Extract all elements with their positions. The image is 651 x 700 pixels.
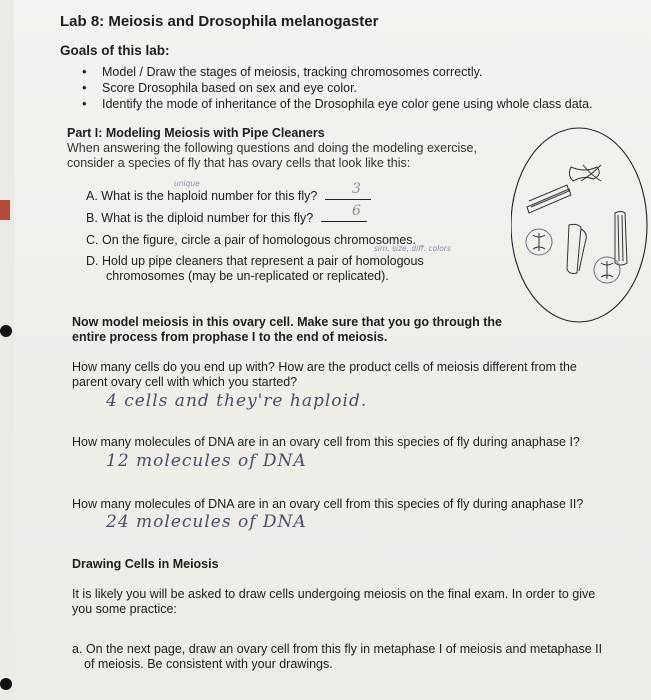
handwritten-answer-cells: 4 cells and they're haploid. bbox=[106, 391, 368, 411]
question-b: B. What is the diploid number for this fly? bbox=[86, 209, 367, 225]
question-d-cont: chromosomes (may be un-replicated or replicated). bbox=[106, 269, 389, 283]
goal-item: • Score Drosophila based on sex and eye color. bbox=[82, 80, 358, 95]
question-d: D. Hold up pipe cleaners that represent a pair of homologous bbox=[86, 254, 424, 268]
goal-item: • Model / Draw the stages of meiosis, tracking chromosomes correctly. bbox=[82, 64, 483, 79]
question-c: C. On the figure, circle a pair of homologous chromosomes. bbox=[86, 233, 417, 247]
question-anaphase-1: How many molecules of DNA are in an ovary cell from this species of fly during anaphase I? bbox=[72, 435, 580, 449]
chromosome-small-left bbox=[526, 229, 552, 255]
answer-diploid: 6 bbox=[352, 203, 361, 219]
question-cells: parent ovary cell with which you started? bbox=[72, 375, 298, 389]
goal-item: • Identify the mode of inheritance of the Drosophila eye color gene using whole class data. bbox=[82, 96, 593, 111]
answer-blank bbox=[325, 187, 371, 200]
binder-hole bbox=[0, 325, 12, 337]
part1-intro: consider a species of fly that has ovary cells that look like this: bbox=[67, 156, 411, 170]
handwritten-answer-anaphase-2: 24 molecules of DNA bbox=[106, 512, 307, 532]
drawing-heading: Drawing Cells in Meiosis bbox=[72, 557, 219, 571]
chromosome-long bbox=[527, 185, 571, 213]
drawing-intro: It is likely you will be asked to draw cells undergoing meiosis on the final exam. In order to give bbox=[72, 587, 596, 601]
part1-intro: When answering the following questions and doing the modeling exercise, bbox=[67, 141, 477, 155]
chromosome-tall bbox=[615, 212, 627, 266]
drawing-intro: you some practice: bbox=[72, 602, 177, 616]
question-a: A. What is the haploid number for this fly? bbox=[86, 187, 371, 203]
question-anaphase-2: How many molecules of DNA are in an ovary cell from this species of fly during anaphase II? bbox=[72, 497, 584, 511]
part1-heading: Part I: Modeling Meiosis with Pipe Cleaners bbox=[67, 126, 325, 140]
handwritten-answer-anaphase-1: 12 molecules of DNA bbox=[106, 451, 307, 471]
drawing-item-a: a. On the next page, draw an ovary cell from this fly in metaphase I of meiosis and metaphase II bbox=[72, 642, 603, 656]
goals-heading: Goals of this lab: bbox=[60, 43, 170, 58]
ovary-cell-figure bbox=[511, 125, 651, 325]
binder-tab bbox=[0, 200, 10, 220]
question-cells: How many cells do you end up with? How are the product cells of meiosis different from the bbox=[72, 360, 577, 374]
worksheet-page bbox=[14, 0, 651, 700]
page-title: Lab 8: Meiosis and Drosophila melanogaster bbox=[60, 13, 379, 30]
model-instruction: Now model meiosis in this ovary cell. Make sure that you go through the bbox=[72, 315, 502, 329]
answer-haploid: 3 bbox=[352, 181, 361, 197]
pencil-note-unique: unique bbox=[174, 179, 200, 188]
model-instruction: entire process from prophase I to the end of meiosis. bbox=[72, 330, 388, 344]
chromosome-medium bbox=[567, 224, 586, 273]
pencil-note-homologous: sim. size, diff. colors bbox=[374, 244, 451, 253]
chromosome-small-right bbox=[594, 257, 620, 283]
chromosome-x-large bbox=[569, 165, 601, 181]
binder-hole bbox=[0, 678, 12, 690]
drawing-item-a: of meiosis. Be consistent with your drawings. bbox=[84, 657, 333, 671]
